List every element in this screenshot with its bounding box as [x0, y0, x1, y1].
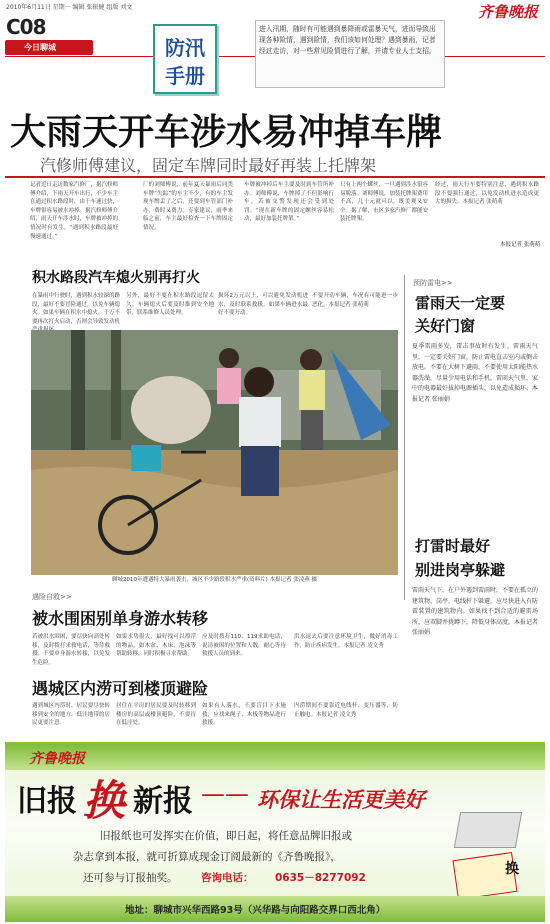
- stall-col2: 另外，最好不要在积水路段逗留太久。车辆熄火后要及时推到安全地带，联系维修人员处理。: [126, 293, 214, 317]
- ad-address: 地址：聊城市兴华西路93号（兴华路与向阳路交界口西北角）: [125, 905, 386, 916]
- ad-hotline-label: 咨询电话：: [201, 872, 254, 884]
- subhead: 汽修师傅建议，固定车牌同时最好再装上托牌架: [40, 156, 377, 175]
- swim-headline: 被水围困别单身游水转移: [32, 609, 209, 628]
- photo-caption: 聊城2010年遭遇特大暴雨袭击，城区不少路段积水严重(资料片) 本报记者 张凌燕 摄: [112, 577, 318, 583]
- ad-line2: 杂志拿到本报，就可折算成现金订阅最新的《齐鲁晚报》，: [73, 851, 341, 863]
- section-label: 今日聊城: [24, 43, 56, 52]
- flood-col1: 遇到城区内涝时，居民要尽快转移到安全的地方，低洼地带的居民更要注意。: [32, 703, 110, 727]
- sidebar-title4: 别进岗亭躲避: [415, 561, 506, 579]
- flood-col3: 如果有人落水，不要盲目下水施救，应找来绳子、木板等物品进行救援。: [202, 703, 286, 727]
- stall-col4: 不要开动车辆，车况有可能进一步恶化。本报记者 张萌萌: [312, 293, 398, 308]
- ad-banner: [5, 742, 545, 922]
- subhead-rule: [5, 176, 545, 178]
- ad-big-new: 新报: [133, 784, 193, 819]
- ad-slogan: 环保让生活更美好: [257, 787, 425, 812]
- top-article-col2: 厂的刘师傅说，前年夏天暴雨后同类车牌“失踪”的车主不少，有的车主发现车牌丢了之后，还要到车管部门补办，费时又费力。专家建议，雨季来临之前，车主最好检查一下车牌固定情况。: [143, 182, 233, 231]
- swim-kicker: 遇险自救>>: [32, 593, 72, 601]
- ad-line3: 还可参与订报抽奖。: [83, 872, 178, 884]
- sidebar-title2: 关好门窗: [415, 317, 476, 335]
- ad-big-swap: 换: [83, 776, 126, 825]
- sidebar-title3: 打雷时最好: [415, 537, 491, 555]
- flood-col2: 居住在平房的居民要及时转移到楼房的高层或楼顶避险，不要待在低洼处。: [116, 703, 196, 727]
- intro-text: 进入汛期，随时有可能遇到暴降雨或雷暴天气，进而导致出现各种险情，遇到险情，我们该如何处理？遇到暴雨，记者经过走访，对一些常见险情进行了解，并请专业人士支招。: [259, 25, 436, 56]
- swim-col2: 如果水势很大，最好找可以漂浮的物品，如木盆、木床、泡沫等帮助转移，同时积极寻求帮助。: [116, 634, 196, 658]
- sidebar-body2: 雷雨天气下，在户外遇到雷雨时，不要在孤立的建筑物、岗亭、电线杆下躲避，应尽快进入有防雷装置的建筑物内。如果找不到合适的避雷场所，应双脚并拢蹲下，降低身体高度。本报记者 张丽娟: [412, 587, 538, 636]
- swim-col3: 应及时拨打110、119求助电话，说清被困的位置和人数，耐心等待救援人员的到来。: [202, 634, 286, 658]
- ad-logo: 齐鲁晚报: [29, 751, 85, 767]
- top-article-col5: 经过，雨天行车要特别注意，遇到积水路段不要强行通过，以免发动机进水造成更大的损失。本报记者 张萌萌: [435, 182, 539, 206]
- top-article-byline: 本报记者 张萌萌: [500, 242, 541, 248]
- flood-headline: 遇城区内涝可到楼顶避险: [32, 679, 209, 698]
- badge-line2: 手册: [165, 64, 205, 88]
- headline: 大雨天开车涉水易冲掉车牌: [10, 112, 443, 153]
- top-article-col1: 记者近日走访数家汽修厂，据汽修师傅介绍，下雨天开车出行，不少车主在通过积水路段时，由于车速过快，车牌很容易被水冲掉。据汽修师傅介绍，雨天开车涉水时，车牌被冲掉的情况时有发生。“遇到积水路段最好慢速通过。”: [30, 182, 118, 240]
- ad-stamp: 换: [505, 861, 519, 877]
- ad-top-bar: [5, 744, 545, 770]
- ad-line1: 旧报纸也可发挥实在价值，即日起，将任意品牌旧报或: [100, 830, 352, 842]
- badge-line1: 防汛: [165, 36, 205, 60]
- dateline: 2010年6月11日 星期一 编辑 张振健 组版 刘文: [6, 4, 133, 11]
- stall-headline: 积水路段汽车熄火别再打火: [32, 270, 200, 286]
- top-article-col3: 车牌被冲掉后车主要及时到车管所补办。刘师傅说，车牌掉了不但影响行车，若被交警发现还会受到处罚。“现在新车牌的固定螺丝容易松动，最好加装托牌架。”: [244, 182, 334, 223]
- flood-col4: 内涝期间不要靠近电线杆、变压器等，防止触电。本报记者 凌文秀: [294, 703, 398, 718]
- flood-manual-badge: [153, 24, 217, 94]
- stall-col1: 在暴雨中行驶时，遇到积水较深的路段，最好不要冒险通过，以免车辆熄火。如果车辆在积水中熄火，千万不要再次打火启动，否则会导致发动机: [32, 293, 120, 325]
- newspaper-stack-icon: [454, 812, 522, 848]
- sidebar-divider: [404, 275, 405, 600]
- page-number: C08: [6, 15, 46, 39]
- sidebar-kicker: 预防雷电>>: [413, 279, 453, 287]
- ad-dash: ——: [201, 780, 249, 808]
- photo-illustration: [31, 330, 398, 575]
- ad-hotline[interactable]: 0635－8277092: [275, 872, 366, 884]
- swim-col1: 若被洪水围困，要尽快向高处转移，及时拨打求救电话，等待救援。不要单身游水转移，以免发生危险。: [32, 634, 110, 666]
- sidebar-title1: 雷雨天一定要: [415, 294, 506, 312]
- newspaper-logo: 齐鲁晚报: [478, 3, 539, 21]
- ad-big-old: 旧报: [17, 784, 77, 819]
- swim-col4: 洪水退去后要注意环境卫生，做好消毒工作，防止疾病发生。本报记者 凌文秀: [294, 634, 398, 649]
- stall-col3: 损坏2万元以上，可以避免发动机进水，及时联系救援。如果车辆进水最好不要开动。: [218, 293, 308, 317]
- flood-photo: [31, 330, 398, 575]
- sidebar-body: 夏季雷雨多发，雷击事故时有发生。雷雨天气里，一定要关好门窗，防止雷电直击室内或侧击放电。不要在大树下避雨，不要使用太阳能热水器洗澡，尽量少用电话和手机。雷雨天气里，家中的电器最好拔掉电源插头，以免造成损坏。本报记者 张丽娟: [412, 343, 538, 403]
- top-article-col4: 只有上两个螺丝，一旦遇到涉水很容易脱落。刘师傅说，加装托牌架费用不高，几十元就可以，既美观又安全。据了解，市区多家汽修厂都能安装托牌架。: [340, 182, 428, 223]
